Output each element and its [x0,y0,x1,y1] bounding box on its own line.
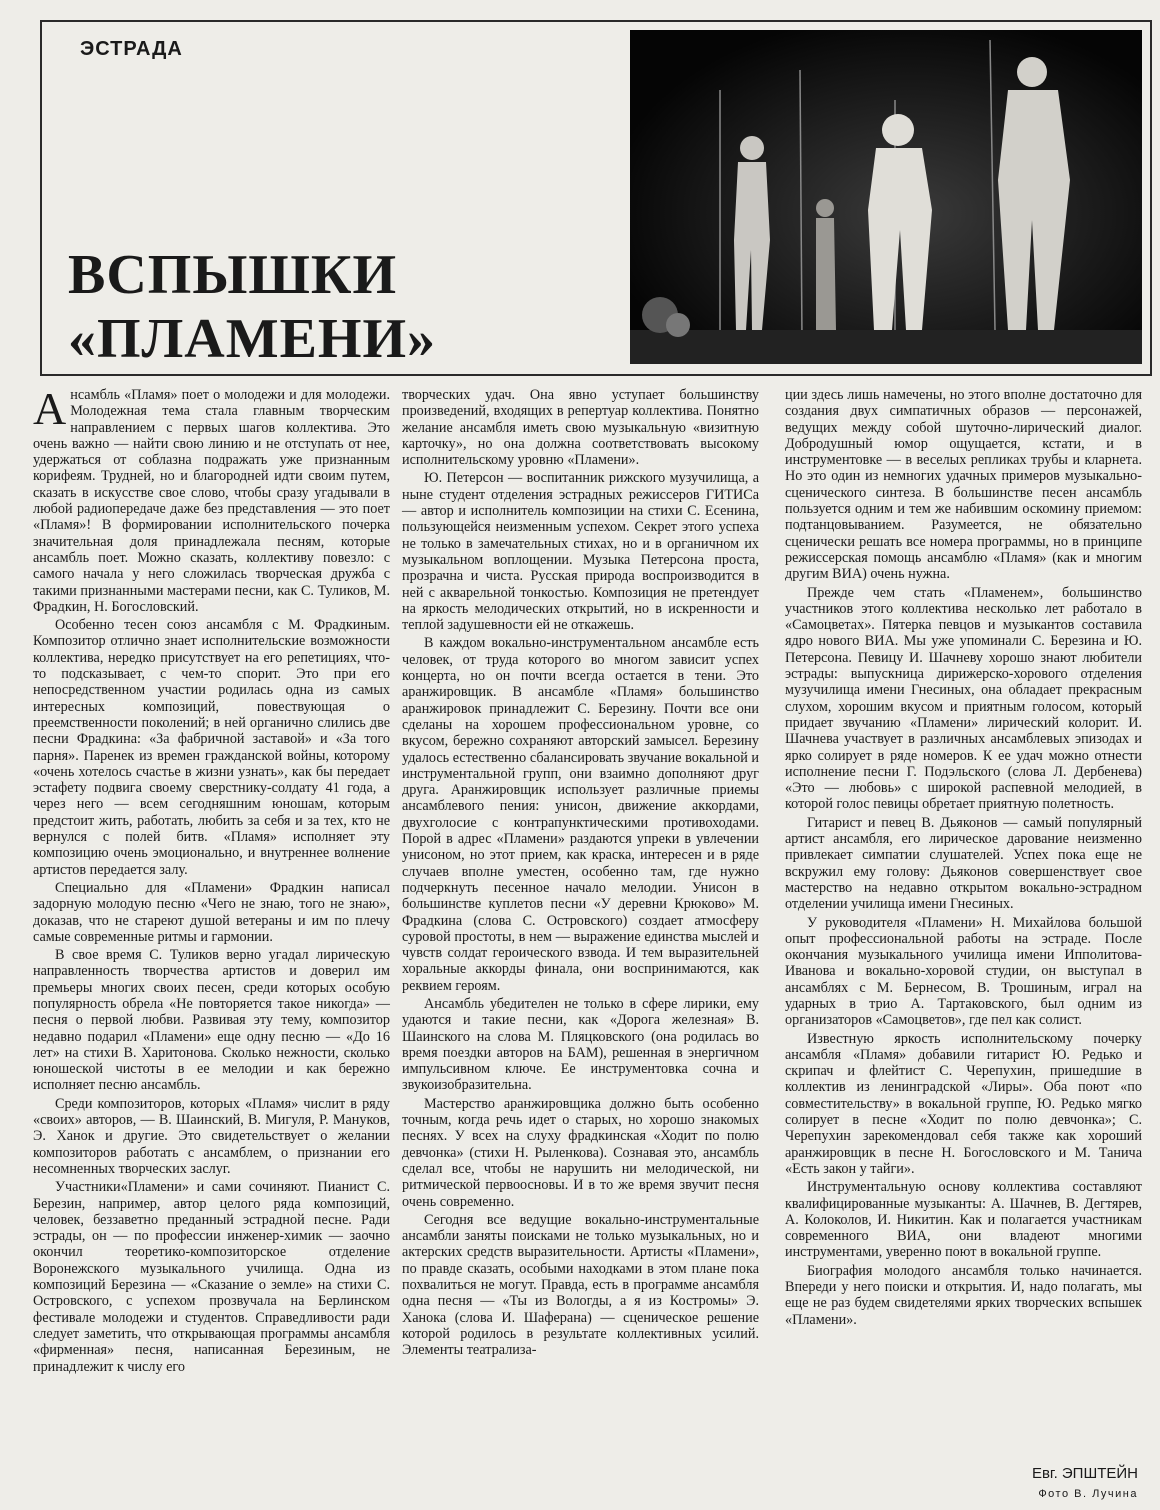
paragraph: Среди композиторов, которых «Пламя» числит в ряду «своих» авторов, — В. Шаинский, В. Мигуля, Р. Мануков, Э. Ханок и другие. Это свидетельствует о желании композиторов работать с ансамблем, о признании его несомненных творческих заслуг. [33,1095,390,1177]
paragraph: Известную яркость исполнительскому почерку ансамбля «Пламя» добавили гитарист Ю. Редько и скрипач и флейтист С. Черепухин, пришедшие в коллектив из ленинградской «Лиры». Оба поют «по совместительству» в вокальной группе, Ю. Редько мягко солирует в песне «Ходит по полю девчонка»; С. Черепухин зарекомендовал себя также как хороший аранжировщик в песне Н. Богословского и М. Танича «Есть закон у тайги». [785,1030,1142,1177]
paragraph: Гитарист и певец В. Дьяконов — самый популярный артист ансамбля, его лирическое дарование неизменно привлекает симпатии слушателей. Успех пока еще не вскружил ему голову: Дьяконов совершенствует свое мастерство на недавно открытом вокально-эстрадном отделении училища имени Гнесиных. [785,814,1142,913]
paragraph: Сегодня все ведущие вокально-инструментальные ансамбли заняты поисками не только музыкальных, но и актерских средств выразительности. Артисты «Пламени», по правде сказать, особыми находками в этом плане пока похвалиться не могут. Правда, есть в программе ансамбля одна песня — «Ты из Вологды, а я из Костромы» Э. Ханока (слова И. Шаферана) — сценическое решение которой родилось в результате коллективных усилий. Элементы театрализа- [402,1211,759,1359]
drop-cap: А [33,383,67,434]
article-column-2 [402,387,759,1361]
article-column-3 [785,387,1142,1330]
photo-credit: Фото В. Лучина [1038,1488,1138,1500]
paragraph: Особенно тесен союз ансамбля с М. Фрадкиным. Композитор отлично знает исполнительские возможности коллектива, нередко присутствует на его репетициях, что-то подсказывает, с чем-то спорит. Это при его непосредственном участии родилась одна из самых интересных композиций, повествующая о преемственности поколений; в ней органично слились две песни Фрадкина: «За фабричной заставой» и «За того парня». Паренек из времен гражданской войны, которому «очень хотелось счастье в жизни узнать», как бы передает эстафету подвига своему сверстнику-солдату 41 года, а через него — всем сегодняшним юношам, которым предстоит жить, работать, любить за себя и за тех, кто не вернулся с полей битв. «Пламя» исполняет эту композицию очень эмоционально, и внутреннее волнение артистов передается залу. [33,617,390,878]
paragraph: Ансамбль убедителен не только в сфере лирики, ему удаются и такие песни, как «Дорога железная» В. Шаинского на слова М. Пляцковского (она родилась во время поездки авторов на БАМ), решенная в энергичном импульсивном ключе. Ее инструментовка сочна и звукоизобразительна. [402,995,759,1094]
paragraph: Инструментальную основу коллектива составляют квалифицированные музыканты: А. Шачнев, В. Дегтярев, А. Колоколов, И. Никитин. Как и полагается участникам современного ВИА, они владеют многими инструментами, уверенно поют в вокальной группе. [785,1179,1142,1261]
paragraph: Биография молодого ансамбля только начинается. Впереди у него поиски и открытия. И, надо полагать, мы еще не раз будем свидетелями ярких творческих вспышек «Пламени». [785,1262,1142,1328]
headline-line-2: «ПЛАМЕНИ» [68,308,437,370]
paragraph: Специально для «Пламени» Фрадкин написал задорную молодую песню «Чего не знаю, того не знаю», доказав, что не стареют душой ветераны и им по плечу самые современные ритмы и гармонии. [33,879,390,945]
paragraph: творческих удач. Она явно уступает большинству произведений, входящих в репертуар коллектива. Понятно желание ансамбля иметь свою музыкальную «визитную карточку», но она должна соответствовать высокому исполнительскому уровню «Пламени». [402,387,759,469]
paragraph-text: нсамбль «Пламя» поет о молодежи и для молодежи. Молодежная тема стала главным творческим направлением с первых шагов коллектива. Это очень важно — найти свою линию и не отступать от нее, удержаться от соблазна подражать уже признанным корифеям. Трудней, но и благородней идти своим путем, сказать в искусстве свое слово, чтобы сразу угадывали в любой радиопередаче даже без представления — это поет «Пламя»! В формировании исполнительского почерка значительная доля принадлежала песням, которые ансамбль поет. Можно сказать, коллективу повезло: с самого начала у него сложилась творческая дружба с такими признанными мастерами песни, как С. Туликов, М. Фрадкин, Н. Богословский. [33,387,390,615]
paragraph: ции здесь лишь намечены, но этого вполне достаточно для создания двух симпатичных образов — персонажей, ведущих между собой шуточно-лирический диалог. Добродушный юмор ощущается, кстати, и в инструментовке — в веселых репликах трубы и кларнета. Но это один из немногих удачных примеров музыкально-сценического синтеза. В большинстве песен ансамбль пользуется одним и тем же набившим оскомину приемом: подтанцовыванием. Разумеется, не обязательно сценически решать все номера программы, но в принципе режиссерская помощь ансамблю «Пламя» (как и многим другим ВИА) очень нужна. [785,387,1142,583]
article-column-1 [33,383,390,1377]
section-rubric: ЭСТРАДА [80,38,183,60]
author-signature: Евг. ЭПШТЕЙН [1031,1465,1138,1482]
paragraph: Прежде чем стать «Пламенем», большинство участников этого коллектива несколько лет работало в «Самоцветах». Пятерка певцов и музыкантов составила ядро нового ВИА. Мы уже упоминали С. Березина и Ю. Петерсона. Певицу И. Шачневу хорошо знают любители эстрады: выпускница дирижерско-хорового отделения музучилища имени Гнесиных, она обладает прекрасным слухом, хорошим вкусом и приятным голосом, который придает звучанию «Пламени» лирический колорит. И. Шачнева участвует в различных ансамблевых эпизодах и ярко солирует в ряде номеров. К ее удач можно отнести исполнение песни Г. Подэльского (слова Л. Дербенева) «Это — любовь» с широкой распевной мелодией, в которой голос певицы обретает приятную полетность. [785,584,1142,813]
paragraph: В каждом вокально-инструментальном ансамбле есть человек, от труда которого во многом зависит успех концерта, но он почти всегда остается в тени. Это аранжировщик. В ансамбле «Пламя» большинство аранжировок принадлежит С. Березину. Почти все они сделаны на хорошем профессиональном уровне, со вкусом, бережно сохраняют авторский замысел. Березину удалось естественно сбалансировать звучание вокальной и инструментальной групп, они взаимно дополняют друг друга. Аранжировщик использует различные приемы ансамблевого пения: унисон, движение аккордами, двухголосие с контрапунктическими противоходами. Порой в адрес «Пламени» раздаются упреки в увлечении унисоном, но этот прием, как краска, интересен и в ряде случаев вполне уместен, особенно там, где нужно подчеркнуть песенное начало мелодии. Унисон в большинстве куплетов песни «У деревни Крюково» М. Фрадкина (слова С. Островского) создает атмосферу суровой простоты, в нем — выражение единства мыслей и чувств солдат героического взвода. И тем выразительней хоральные аккорды финала, они воспринимаются, как реквием героям. [402,635,759,994]
stage-photo [630,30,1142,364]
paragraph: Ю. Петерсон — воспитанник рижского музучилища, а ныне студент отделения эстрадных режиссеров ГИТИСа — автор и исполнитель композиции на стихи С. Есенина, пользующейся неизменным успехом. Секрет этого успеха не только в замечательных стихах, но и в органичном их музыкальном воплощении. Музыка Петерсона проста, прозрачна и чиста. Русская природа воспроизводится в ней с акварельной тонкостью. Композиция не претендует на яркость мелодических открытий, но в искренности и теплой задушевности ей не откажешь. [402,470,759,634]
paragraph: Мастерство аранжировщика должно быть особенно точным, когда речь идет о старых, но хорошо знакомых песнях. У всех на слуху фрадкинская «Ходит по полю девчонка» (стихи Н. Рыленкова). Сознавая это, ансамбль сделал все, чтобы не нарушить ни мелодической, ни ритмической первоосновы. И в то же время звучит песня очень современно. [402,1095,759,1210]
paragraph: Участники«Пламени» и сами сочиняют. Пианист С. Березин, например, автор целого ряда композиций, человек, беззаветно преданный эстрадной песне. Ради эстрады, он — по профессии инженер-химик — заочно окончил теоретико-композиторское отделение Воронежского музыкального училища. Одна из композиций Березина — «Сказание о земле» на стихи С. Островского, с успехом прозвучала на Берлинском фестивале молодежи и студентов. Справедливости ради следует заметить, что открывающая программы ансамбля «фирменная» песня, написанная Березиным, не принадлежит к числу его [33,1179,390,1375]
article-headline [68,243,436,371]
headline-line-1: ВСПЫШКИ [68,244,397,306]
paragraph: В свое время С. Туликов верно угадал лирическую направленность творчества артистов и доверил им премьеры многих своих песен, среди которых особую популярность обрела «Не повторяется такое никогда» — песня о первой любви. Развивая эту тему, композитор недавно подарил «Пламени» еще одну песню — «До 16 лет» на стихи В. Харитонова. Сколько нежности, сколько юношеской чистоты в ее мелодии и как бережно исполняет песню ансамбль. [33,947,390,1094]
paragraph: У руководителя «Пламени» Н. Михайлова большой опыт профессиональной работы на эстраде. После окончания музыкального училища имени Ипполитова-Иванова и вокально-хоровой студии, он выступал в ансамблях с М. Бернесом, В. Трошиным, играл на ударных в трио А. Тартаковского, был одним из организаторов «Самоцветов», где пел как солист. [785,914,1142,1029]
paragraph [33,383,390,615]
